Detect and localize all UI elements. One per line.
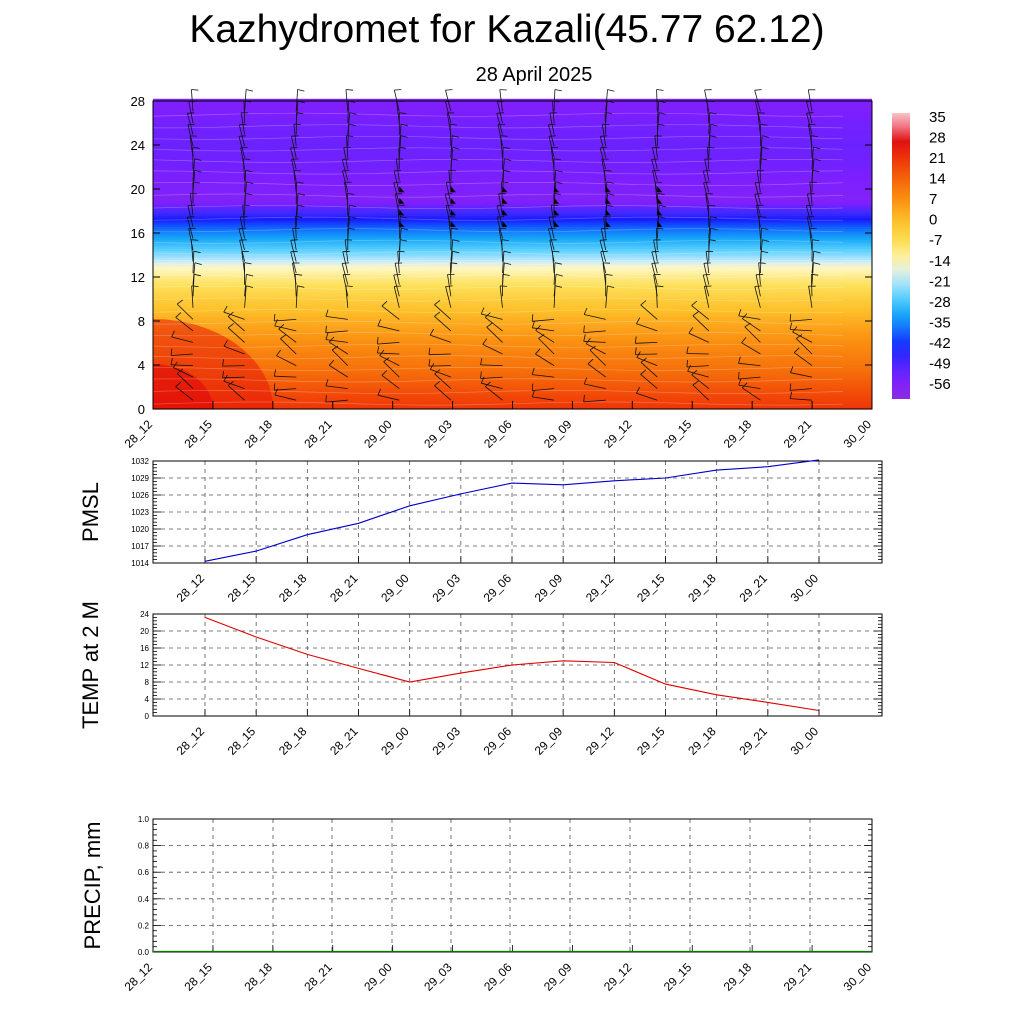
- colorbar-label: -28: [929, 293, 951, 311]
- x-tick-label: 29_15: [634, 571, 668, 605]
- colorbar-label: -21: [929, 273, 951, 291]
- colorbar: [892, 109, 951, 399]
- colorbar-label: -14: [929, 252, 951, 270]
- wind-barb-shaft: [687, 354, 709, 355]
- y-tick-label: 1014: [131, 559, 149, 568]
- y-tick-label: 4: [144, 695, 149, 704]
- y-tick-label: 0: [144, 712, 149, 721]
- x-tick-label: 29_18: [685, 571, 719, 605]
- x-tick-label: 29_00: [361, 960, 395, 994]
- y-tick-label: 1032: [131, 457, 149, 466]
- x-tick-label: 29_15: [660, 960, 695, 994]
- pmsl-chart: [78, 457, 882, 605]
- wind-barb-flag: [246, 90, 253, 92]
- x-tick-label: 28_12: [121, 960, 156, 994]
- wind-barb-flag: [343, 170, 350, 171]
- x-tick-label: 29_06: [480, 571, 515, 605]
- y-tick-label: 0.4: [137, 894, 149, 904]
- x-tick-label: 29_09: [541, 417, 575, 451]
- x-tick-label: 29_00: [378, 724, 412, 758]
- colorbar-label: 14: [929, 170, 946, 188]
- y-tick-label: 24: [140, 610, 149, 619]
- colorbar-label: -42: [929, 334, 951, 352]
- y-tick-label: 1.0: [137, 815, 149, 824]
- x-tick-label: 28_12: [173, 724, 208, 758]
- x-tick-label: 29_03: [421, 417, 455, 451]
- wind-barb-flag: [555, 90, 562, 91]
- colorbar-label: -7: [929, 232, 943, 250]
- x-tick-label: 28_18: [275, 724, 310, 758]
- x-tick-label: 29_12: [582, 724, 617, 758]
- x-tick-label: 28_15: [181, 417, 216, 451]
- x-tick-label: 28_12: [121, 417, 156, 451]
- x-tick-label: 28_12: [173, 571, 208, 605]
- y-tick-label: 20: [130, 182, 145, 197]
- y-tick-label: 4: [137, 358, 145, 373]
- x-tick-label: 29_18: [685, 724, 719, 758]
- wind-barb-flag: [755, 90, 762, 91]
- wind-barb-flag: [704, 182, 711, 183]
- colorbar-label: 21: [929, 150, 946, 168]
- x-tick-label: 29_09: [531, 724, 566, 758]
- x-tick-label: 29_21: [736, 571, 770, 605]
- colorbar-label: 28: [929, 129, 946, 147]
- precip-chart: [80, 815, 874, 994]
- y-tick-label: 0: [137, 402, 145, 417]
- panel-frame: [153, 819, 872, 952]
- wind-barb-flag: [294, 170, 301, 171]
- y-tick-label: 20: [140, 627, 149, 636]
- x-tick-label: 29_06: [480, 724, 515, 758]
- y-tick-label: 1020: [131, 525, 149, 534]
- y-axis-label: PRECIP, mm: [80, 821, 105, 950]
- y-tick-label: 1017: [131, 542, 149, 551]
- wind-barb-flag: [807, 113, 814, 114]
- x-tick-label: 29_06: [481, 417, 515, 451]
- colorbar-label: -56: [929, 376, 951, 393]
- y-axis-label: PMSL: [78, 482, 103, 542]
- x-tick-label: 28_21: [327, 724, 361, 758]
- x-tick-label: 29_12: [582, 571, 617, 605]
- wind-barb-flag: [294, 124, 301, 125]
- y-tick-label: 8: [144, 678, 149, 687]
- x-tick-label: 30_00: [840, 417, 875, 451]
- wind-barb-flag: [810, 182, 817, 183]
- colorbar-label: -49: [929, 355, 951, 373]
- y-tick-label: 0.2: [137, 921, 149, 931]
- x-tick-label: 30_00: [840, 960, 875, 994]
- page-subtitle: 28 April 2025: [475, 64, 593, 86]
- y-tick-label: 0.8: [137, 841, 149, 851]
- x-tick-label: 29_18: [720, 960, 755, 994]
- x-tick-label: 28_15: [181, 960, 216, 994]
- x-tick-label: 28_18: [241, 960, 275, 994]
- colorbar-label: 35: [929, 109, 946, 126]
- x-tick-label: 29_15: [634, 724, 668, 758]
- wind-barb-flag: [500, 286, 507, 287]
- y-tick-label: 28: [130, 94, 145, 109]
- x-tick-label: 28_18: [241, 417, 275, 451]
- x-tick-label: 29_12: [600, 960, 635, 994]
- x-tick-label: 29_18: [720, 417, 755, 451]
- y-tick-label: 16: [140, 644, 149, 653]
- colorbar-label: -35: [929, 314, 951, 332]
- colorbar-label: 7: [929, 191, 938, 209]
- wind-barb-shaft: [347, 193, 348, 215]
- x-tick-label: 29_06: [481, 960, 515, 994]
- cross-section-chart: [33, 90, 874, 500]
- x-tick-label: 29_03: [421, 960, 455, 994]
- x-tick-label: 29_21: [780, 417, 815, 451]
- x-tick-label: 29_03: [429, 571, 463, 605]
- x-tick-label: 29_09: [541, 960, 575, 994]
- wind-barb-flag: [346, 90, 353, 91]
- colorbar-rect: [892, 113, 910, 399]
- y-tick-label: 12: [130, 270, 145, 285]
- wind-barb-flag: [655, 182, 662, 183]
- x-tick-label: 30_00: [787, 571, 822, 605]
- x-tick-label: 29_15: [660, 417, 695, 451]
- wind-barb-flag: [549, 136, 556, 137]
- x-tick-label: 29_00: [361, 417, 395, 451]
- x-tick-label: 28_15: [224, 724, 259, 758]
- x-tick-label: 28_21: [301, 417, 335, 451]
- y-tick-label: 12: [140, 661, 149, 670]
- y-tick-label: 24: [130, 138, 145, 153]
- wind-barb-shaft: [223, 366, 245, 367]
- y-tick-label: 1026: [131, 491, 149, 500]
- y-axis-label: TEMP at 2 M: [78, 601, 103, 729]
- x-tick-label: 28_15: [224, 571, 259, 605]
- x-tick-label: 29_09: [531, 571, 566, 605]
- wind-barb-flag: [449, 170, 456, 171]
- y-tick-label: 1029: [131, 474, 149, 483]
- wind-barb-flag: [191, 90, 198, 91]
- x-tick-label: 29_12: [600, 417, 635, 451]
- wind-barb-flag: [291, 251, 298, 252]
- colorbar-label: 0: [929, 211, 938, 229]
- y-tick-label: 0.0: [137, 948, 149, 957]
- x-tick-label: 29_21: [736, 724, 770, 758]
- y-tick-label: 16: [130, 226, 145, 241]
- wind-barb-flag: [657, 90, 664, 91]
- x-tick-label: 28_21: [327, 571, 361, 605]
- page-title: Kazhydromet for Kazali(45.77 62.12): [189, 8, 825, 51]
- y-tick-label: 8: [137, 314, 145, 329]
- wind-barb-flag: [298, 90, 305, 92]
- x-tick-label: 29_21: [780, 960, 815, 994]
- y-tick-label: 1023: [131, 508, 149, 517]
- x-tick-label: 29_00: [378, 571, 412, 605]
- wind-barb-flag: [446, 90, 453, 91]
- wind-barb-flag: [608, 90, 615, 92]
- temp2m-chart: [78, 601, 882, 758]
- x-tick-label: 28_18: [275, 571, 310, 605]
- x-tick-label: 30_00: [787, 724, 822, 758]
- y-tick-label: 0.6: [137, 868, 149, 878]
- x-tick-label: 28_21: [301, 960, 335, 994]
- x-tick-label: 29_03: [429, 724, 463, 758]
- wind-barb-shaft: [429, 366, 451, 367]
